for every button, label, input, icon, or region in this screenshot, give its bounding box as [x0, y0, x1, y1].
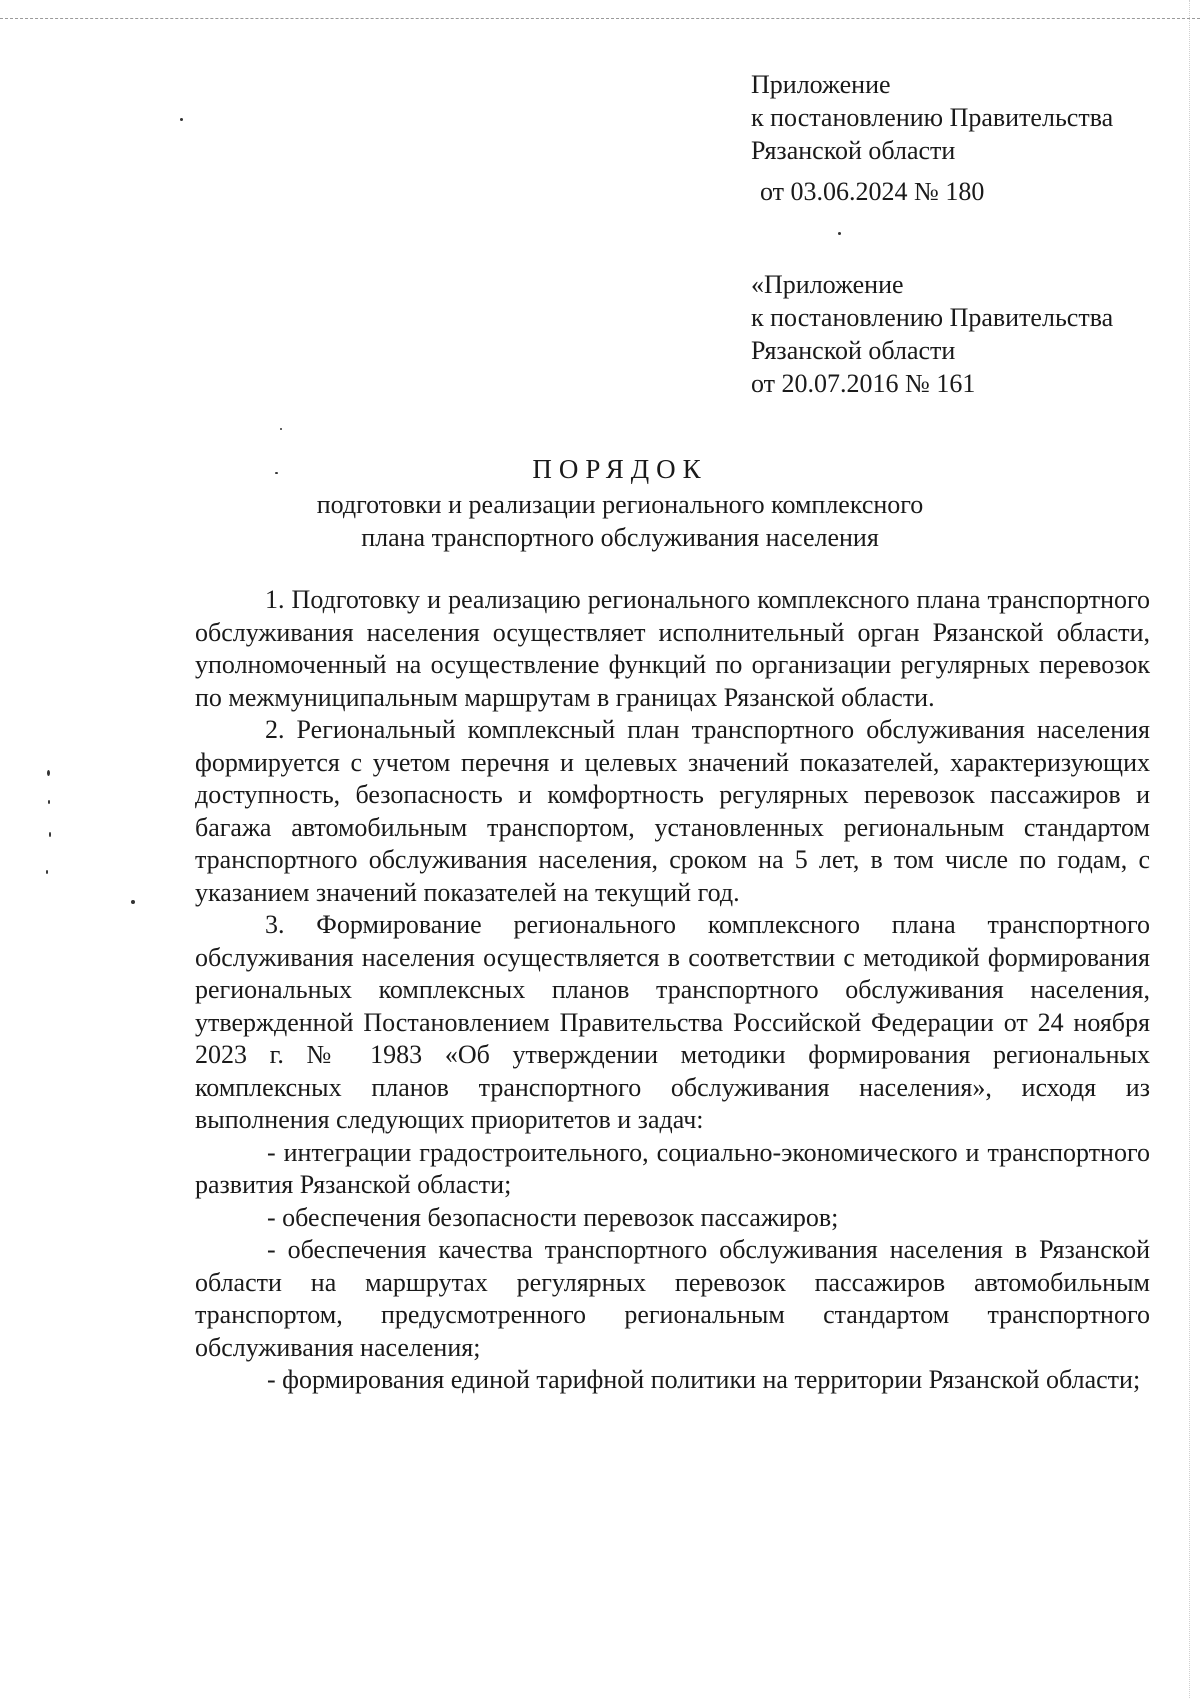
- list-item: - обеспечения безопасности перевозок пассажиров;: [267, 1202, 839, 1232]
- appendix-original-block: [751, 268, 1113, 400]
- document-body: [195, 584, 1150, 1397]
- appendix-date-number: от 20.07.2016 № 161: [751, 369, 976, 398]
- subtitle-line: подготовки и реализации регионального комплексного: [316, 490, 924, 519]
- scan-edge-line: [0, 18, 1200, 19]
- scan-speck: [180, 118, 183, 121]
- appendix-region: Рязанской области: [751, 336, 956, 365]
- scan-speck: [47, 770, 50, 776]
- list-item: - обеспечения качества транспортного обслуживания населения в Рязанской области на маршрутах регулярных перевозок пассажиров автомобильным транспортом, предусмотренного региональным стандартом транспортного обслуживания населения;: [195, 1235, 1150, 1362]
- appendix-title: «Приложение: [751, 270, 904, 299]
- scan-speck: [48, 800, 50, 804]
- paragraph-3: 3. Формирование регионального комплексного плана транспортного обслуживания населения осуществляется в соответствии с методикой формирования региональных комплексных планов транспортного обслуживания населения, утвержденной Постановлением Правительства Российской Федерации от 24 ноября 2023 г. № 1983 «Об утверждении методики формирования региональных комплексных планов транспортного обслуживания населения», исходя из выполнения следующих приоритетов и задач:: [195, 910, 1150, 1134]
- paragraph-2: 2. Региональный комплексный план транспортного обслуживания населения формируется с учетом перечня и целевых значений показателей, характеризующих доступность, безопасность и комфортность регулярных перевозок пассажиров и багажа автомобильным транспортом, установленных региональным стандартом транспортного обслуживания населения, сроком на 5 лет, в том числе по годам, с указанием значений показателей на текущий год.: [195, 715, 1150, 907]
- scan-speck: [46, 870, 48, 874]
- appendix-date-number: от 03.06.2024 № 180: [760, 177, 985, 206]
- appendix-region: Рязанской области: [751, 136, 956, 165]
- subtitle-line: плана транспортного обслуживания населения: [361, 523, 879, 552]
- appendix-current-block: [751, 68, 1113, 208]
- appendix-title: Приложение: [751, 70, 891, 99]
- scan-speck: [131, 900, 135, 904]
- document-title: ПОРЯДОК: [532, 454, 708, 484]
- scan-speck: [280, 428, 282, 430]
- paragraph-1: 1. Подготовку и реализацию регионального комплексного плана транспортного обслуживания населения осуществляет исполнительный орган Рязанской области, уполномоченный на осуществление функций по организации регулярных перевозок по межмуниципальным маршрутам в границах Рязанской области.: [195, 585, 1150, 712]
- scan-margin-line: [1189, 0, 1190, 1698]
- scan-speck: [49, 832, 51, 837]
- list-item: - интеграции градостроительного, социально-экономического и транспортного развития Рязанской области;: [195, 1137, 1150, 1199]
- list-item: - формирования единой тарифной политики на территории Рязанской области;: [267, 1365, 1141, 1394]
- appendix-resolution-ref: к постановлению Правительства: [751, 103, 1114, 132]
- scan-speck: [838, 232, 841, 235]
- document-subtitle: [0, 488, 1200, 554]
- appendix-resolution-ref: к постановлению Правительства: [751, 303, 1114, 332]
